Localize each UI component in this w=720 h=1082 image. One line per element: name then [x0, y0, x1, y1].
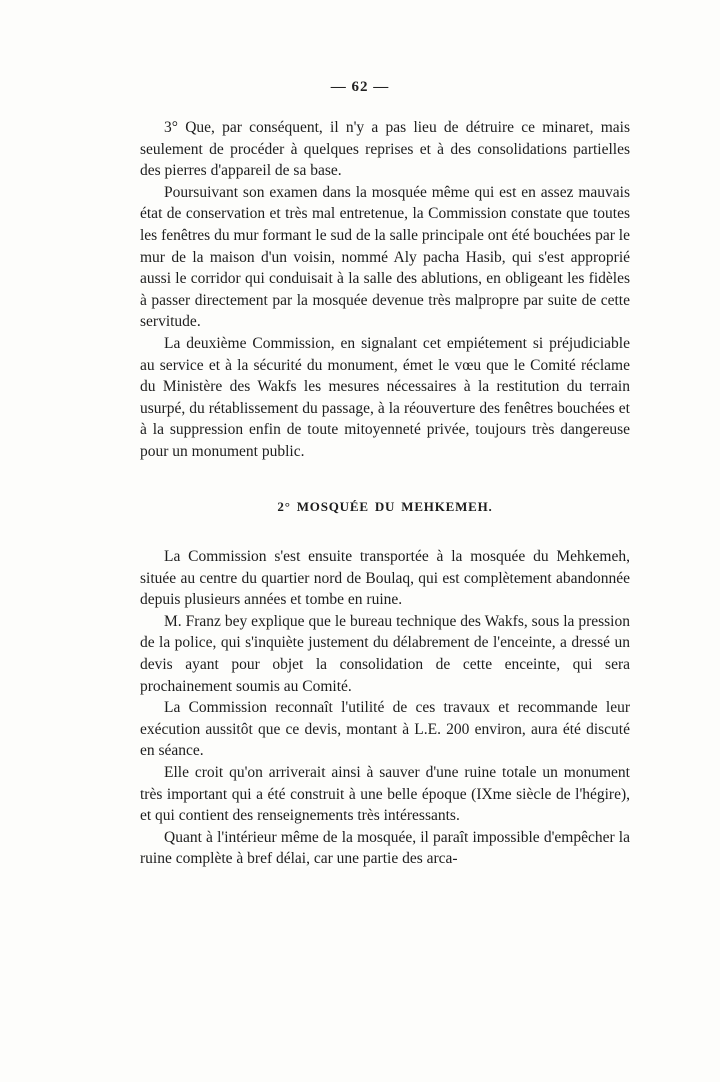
paragraph-commission-recommande: La Commission reconnaît l'utilité de ces travaux et recommande leur exécution aussitôt que ce devis, montant à L.E. 200 environ, aura été discuté en séance. — [140, 699, 630, 760]
paragraph-interieur-mosquee: Quant à l'intérieur même de la mosquée, il paraît impossible d'empêcher la ruine complète à bref délai, car une partie des arca- — [140, 828, 630, 868]
paragraph-mehkemeh-intro: La Commission s'est ensuite transportée à la mosquée du Mehkemeh, située au centre du quartier nord de Boulaq, qui est complètement abandonnée depuis plusieurs années et tombe en ruine. — [140, 548, 630, 609]
paragraph-franz-bey-devis: M. Franz bey explique que le bureau technique des Wakfs, sous la pression de la police, qui s'inquiète justement du délabrement de l'enceinte, a dressé un devis ayant pour objet la consolidation de cette enceinte, qui sera prochainement soumis au Comité. — [140, 612, 630, 695]
paragraph-mosque-examination: Poursuivant son examen dans la mosquée même qui est en assez mauvais état de conservation et très mal entretenue, la Commission constate que toutes les fenêtres du mur formant le sud de la salle principale ont été bouchées par le mur de la maison d'un voisin, nommé Aly pacha Hasib, qui s'est approprié aussi le corridor qui conduisait à la salle des ablutions, en obligeant les fidèles à passer directement par la mosquée devenue très malpropre par suite de cette servitude. — [140, 183, 630, 331]
text-block — [140, 117, 630, 870]
page-number: — 62 — — [330, 79, 390, 95]
paragraph-ruine-totale: Elle croit qu'on arriverait ainsi à sauver d'une ruine totale un monument très important qui a été construit à une belle époque (IXme siècle de l'hégire), et qui contient des renseignements très intéressants. — [140, 764, 630, 825]
section-heading-mosquee-du-mehkemeh: 2° MOSQUÉE DU MEHKEMEH. — [277, 498, 493, 514]
paragraph-minaret-conclusion: 3° Que, par conséquent, il n'y a pas lieu de détruire ce minaret, mais seulement de procéder à quelques reprises et à des consolidations partielles des pierres d'appareil de sa base. — [140, 119, 630, 180]
paragraph-commission-voeu: La deuxième Commission, en signalant cet empiétement si préjudiciable au service et à la sécurité du monument, émet le vœu que le Comité réclame du Ministère des Wakfs les mesures nécessaires à la restitution du terrain usurpé, du rétablissement du passage, à la réouverture des fenêtres bouchées et à la suppression enfin de toute mitoyenneté privée, toujours très dangereuse pour un monument public. — [140, 334, 630, 460]
